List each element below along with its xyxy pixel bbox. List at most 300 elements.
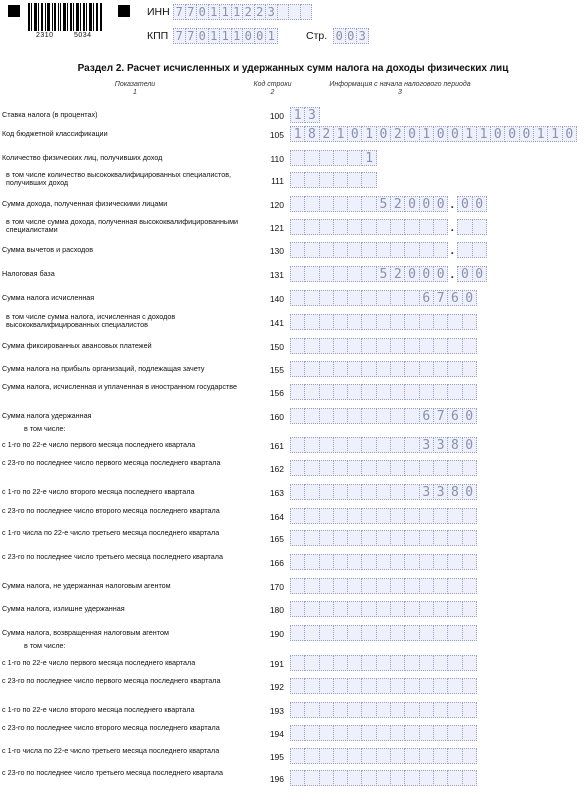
digit-cell [319, 484, 334, 500]
digit-cell [433, 748, 448, 764]
inn-digit-cell: 1 [208, 4, 221, 20]
digit-cell [347, 655, 362, 671]
digit-cell [304, 725, 319, 741]
kopeck-digit-cell: 0 [472, 266, 487, 282]
digit-cell [304, 508, 319, 524]
digit-cell [404, 770, 419, 786]
row-label: с 23-го по последнее число третьего месяца последнего квартала [2, 768, 223, 777]
digit-cell: 1 [333, 126, 348, 142]
row-label: Сумма налога, излишне удержанная [2, 604, 125, 613]
row-code: 150 [269, 342, 284, 352]
row-label: с 23-го по последнее число первого месяца последнего квартала [2, 458, 221, 467]
kpp-digit-cell: 1 [219, 28, 232, 44]
digit-cell [433, 338, 448, 354]
digit-cell [333, 361, 348, 377]
digit-cell [361, 242, 376, 258]
digit-cell [419, 361, 434, 377]
digit-cell [447, 725, 462, 741]
digit-cell [290, 242, 305, 258]
digit-cell [333, 530, 348, 546]
digit-cell [376, 655, 391, 671]
row-value-field[interactable] [290, 554, 476, 570]
digit-cell [333, 242, 348, 258]
row-code: 165 [269, 534, 284, 544]
row-code: 192 [269, 682, 284, 692]
digit-cell [290, 725, 305, 741]
digit-cell [376, 219, 391, 235]
row-value-field[interactable] [290, 655, 476, 671]
digit-cell [376, 530, 391, 546]
digit-cell: 0 [562, 126, 577, 142]
digit-cell [319, 702, 334, 718]
row-value-field[interactable] [290, 338, 476, 354]
row-label: с 1-го числа по 22-е число третьего месяца последнего квартала [2, 528, 220, 537]
row-value-field[interactable] [290, 678, 476, 694]
kopeck-digit-cell [457, 219, 472, 235]
row-code: 156 [269, 388, 284, 398]
row-label: Сумма налога удержанная [2, 411, 92, 420]
digit-cell [361, 601, 376, 617]
row-code: 160 [269, 412, 284, 422]
digit-cell [462, 314, 477, 330]
digit-cell [290, 484, 305, 500]
digit-cell [347, 338, 362, 354]
digit-cell [361, 702, 376, 718]
digit-cell [404, 655, 419, 671]
digit-cell [419, 770, 434, 786]
digit-cell [376, 361, 391, 377]
digit-cell [361, 290, 376, 306]
digit-cell [376, 508, 391, 524]
digit-cell [376, 601, 391, 617]
digit-cell: 0 [462, 437, 477, 453]
digit-cell [447, 702, 462, 718]
digit-cell [433, 770, 448, 786]
digit-cell: 5 [376, 266, 391, 282]
digit-cell [390, 530, 405, 546]
row-code: 190 [269, 629, 284, 639]
digit-cell [447, 508, 462, 524]
digit-cell [361, 578, 376, 594]
digit-cell [433, 578, 448, 594]
digit-cell [447, 314, 462, 330]
digit-cell [462, 655, 477, 671]
digit-cell [319, 655, 334, 671]
digit-cell: 0 [462, 290, 477, 306]
digit-cell [390, 361, 405, 377]
digit-cell [347, 702, 362, 718]
inn-label: ИНН [147, 6, 170, 18]
digit-cell: 0 [404, 266, 419, 282]
digit-cell [376, 770, 391, 786]
digit-cell [304, 384, 319, 400]
digit-cell [361, 625, 376, 641]
digit-cell [376, 578, 391, 594]
digit-cell [419, 242, 434, 258]
digit-cell [404, 625, 419, 641]
digit-cell: 3 [433, 437, 448, 453]
digit-cell [290, 408, 305, 424]
digit-cell [304, 361, 319, 377]
row-value-field[interactable] [290, 601, 476, 617]
digit-cell [333, 678, 348, 694]
digit-cell: 0 [447, 126, 462, 142]
digit-cell [433, 601, 448, 617]
digit-cell [304, 484, 319, 500]
inn-digit-cell: 0 [196, 4, 209, 20]
digit-cell [304, 601, 319, 617]
row-code: 120 [269, 200, 284, 210]
digit-cell [361, 361, 376, 377]
digit-cell [333, 290, 348, 306]
digit-cell [290, 361, 305, 377]
digit-cell [447, 678, 462, 694]
row-label: Налоговая база [2, 269, 55, 278]
inn-digit-cell: 7 [185, 4, 198, 20]
digit-cell [290, 338, 305, 354]
row-label: с 23-го по последнее число первого месяца последнего квартала [2, 676, 221, 685]
row-code: 140 [269, 294, 284, 304]
digit-cell [462, 361, 477, 377]
digit-cell [419, 338, 434, 354]
column-header-period-info: Информация с начала налогового периода 3 [329, 81, 471, 96]
digit-cell [376, 242, 391, 258]
row-label: Код бюджетной классификации [2, 129, 108, 138]
digit-cell [304, 578, 319, 594]
row-code: 196 [269, 774, 284, 784]
digit-cell: 2 [319, 126, 334, 142]
row-value-field[interactable] [290, 384, 476, 400]
digit-cell [361, 460, 376, 476]
row-code: 161 [269, 441, 284, 451]
digit-cell [304, 460, 319, 476]
row-value-field[interactable] [290, 196, 486, 212]
digit-cell [290, 437, 305, 453]
digit-cell [390, 242, 405, 258]
digit-cell: 0 [419, 196, 434, 212]
row-value-field[interactable] [290, 530, 476, 546]
digit-cell [347, 625, 362, 641]
digit-cell [376, 314, 391, 330]
kpp-digit-cell: 0 [254, 28, 267, 44]
row-label: Сумма фиксированных авансовых платежей [2, 341, 152, 350]
digit-cell [404, 554, 419, 570]
digit-cell [361, 554, 376, 570]
digit-cell [390, 408, 405, 424]
row-label: в том числе сумма налога, исчисленная с доходов высококвалифицированных специалистов [6, 312, 176, 330]
digit-cell [361, 266, 376, 282]
digit-cell [319, 460, 334, 476]
digit-cell [376, 625, 391, 641]
digit-cell [361, 508, 376, 524]
digit-cell [347, 196, 362, 212]
digit-cell [361, 530, 376, 546]
digit-cell [404, 338, 419, 354]
digit-cell [376, 338, 391, 354]
section-title: Раздел 2. Расчет исчисленных и удержанных сумм налога на доходы физических лиц [77, 63, 509, 74]
row-code: 163 [269, 488, 284, 498]
digit-cell [390, 554, 405, 570]
digit-cell [290, 530, 305, 546]
digit-cell [361, 770, 376, 786]
row-value-field[interactable] [290, 266, 486, 282]
digit-cell: 3 [419, 484, 434, 500]
row-label: Сумма налога исчисленная [2, 293, 95, 302]
digit-cell [433, 702, 448, 718]
row-value-field[interactable] [290, 484, 476, 500]
row-value-field[interactable] [290, 361, 476, 377]
row-label: Количество физических лиц, получивших доход [2, 153, 163, 162]
digit-cell [462, 748, 477, 764]
digit-cell: 6 [447, 290, 462, 306]
digit-cell [319, 408, 334, 424]
row-value-field[interactable] [290, 702, 476, 718]
digit-cell [347, 601, 362, 617]
digit-cell: 1 [290, 107, 305, 123]
digit-cell [304, 625, 319, 641]
page-label: Стр. [306, 30, 328, 42]
column-header-indicators: Показатели 1 [114, 81, 156, 96]
row-value-field[interactable] [290, 172, 376, 188]
digit-cell [319, 578, 334, 594]
decimal-separator: . [450, 267, 454, 281]
row-sublabel: в том числе: [24, 641, 66, 650]
digit-cell [433, 655, 448, 671]
digit-cell [433, 219, 448, 235]
row-value-field[interactable] [290, 578, 476, 594]
digit-cell [419, 678, 434, 694]
digit-cell [333, 172, 348, 188]
row-value-field[interactable] [290, 150, 376, 166]
digit-cell [419, 625, 434, 641]
digit-cell [347, 554, 362, 570]
row-code: 141 [269, 318, 284, 328]
row-value-field[interactable] [290, 219, 486, 235]
digit-cell [376, 554, 391, 570]
digit-cell: 1 [462, 126, 477, 142]
digit-cell: 0 [490, 126, 505, 142]
digit-cell [333, 150, 348, 166]
digit-cell [404, 725, 419, 741]
digit-cell [433, 361, 448, 377]
digit-cell [290, 655, 305, 671]
row-value-field[interactable] [290, 748, 476, 764]
digit-cell [347, 242, 362, 258]
row-value-field[interactable] [290, 460, 476, 476]
digit-cell [462, 625, 477, 641]
decimal-separator: . [450, 243, 454, 257]
digit-cell [433, 725, 448, 741]
digit-cell [447, 625, 462, 641]
page-digit-cell: 0 [345, 28, 358, 44]
row-label: Сумма налога, исчисленная и уплаченная в иностранном государстве [2, 382, 238, 391]
row-label: с 1-го по 22-е число второго месяца последнего квартала [2, 705, 195, 714]
digit-cell [319, 314, 334, 330]
row-value-field[interactable] [290, 314, 476, 330]
digit-cell: 1 [361, 150, 376, 166]
digit-cell [319, 196, 334, 212]
digit-cell [290, 172, 305, 188]
digit-cell [376, 437, 391, 453]
digit-cell [290, 625, 305, 641]
digit-cell [347, 748, 362, 764]
inn-digit-cell: 3 [265, 4, 278, 20]
digit-cell [319, 437, 334, 453]
barcode-number-left: 2310 [36, 32, 54, 39]
digit-cell [404, 578, 419, 594]
digit-cell [290, 748, 305, 764]
row-code: 193 [269, 706, 284, 716]
digit-cell [404, 314, 419, 330]
digit-cell [390, 725, 405, 741]
digit-cell [390, 290, 405, 306]
digit-cell: 3 [433, 484, 448, 500]
digit-cell [347, 408, 362, 424]
digit-cell [290, 578, 305, 594]
row-value-field[interactable] [290, 290, 476, 306]
digit-cell [347, 290, 362, 306]
row-label: с 1-го по 22-е число первого месяца последнего квартала [2, 658, 196, 667]
row-code: 155 [269, 365, 284, 375]
digit-cell [447, 530, 462, 546]
kpp-digit-cell: 0 [196, 28, 209, 44]
digit-cell [361, 725, 376, 741]
digit-cell [462, 601, 477, 617]
digit-cell [390, 437, 405, 453]
row-label: Сумма налога, возвращенная налоговым агентом [2, 628, 169, 637]
row-code: 166 [269, 558, 284, 568]
row-value-field[interactable] [290, 408, 476, 424]
digit-cell [347, 678, 362, 694]
digit-cell [304, 196, 319, 212]
digit-cell [319, 150, 334, 166]
digit-cell [333, 219, 348, 235]
digit-cell [462, 508, 477, 524]
row-value-field[interactable] [290, 126, 576, 142]
kpp-field[interactable] [173, 28, 277, 44]
digit-cell [419, 384, 434, 400]
page-number-field[interactable] [333, 28, 368, 44]
digit-cell [319, 625, 334, 641]
digit-cell [290, 266, 305, 282]
digit-cell [333, 460, 348, 476]
row-label: Ставка налога (в процентах) [2, 110, 98, 119]
digit-cell [304, 242, 319, 258]
digit-cell: 0 [376, 126, 391, 142]
digit-cell [376, 290, 391, 306]
digit-cell [447, 361, 462, 377]
digit-cell [390, 460, 405, 476]
digit-cell: 0 [504, 126, 519, 142]
digit-cell [404, 678, 419, 694]
digit-cell [347, 384, 362, 400]
row-label: с 1-го числа по 22-е число третьего месяца последнего квартала [2, 746, 220, 755]
digit-cell [361, 384, 376, 400]
digit-cell [462, 554, 477, 570]
kopeck-digit-cell [472, 219, 487, 235]
inn-digit-cell: 7 [173, 4, 186, 20]
digit-cell: 6 [419, 408, 434, 424]
digit-cell [376, 702, 391, 718]
row-label: в том числе сумма дохода, полученная высококвалифицированными специалистами [6, 217, 239, 235]
digit-cell [462, 530, 477, 546]
digit-cell [319, 242, 334, 258]
row-value-field[interactable] [290, 725, 476, 741]
digit-cell [290, 150, 305, 166]
digit-cell: 0 [347, 126, 362, 142]
digit-cell: 0 [433, 126, 448, 142]
digit-cell [404, 484, 419, 500]
digit-cell [447, 338, 462, 354]
digit-cell: 0 [433, 196, 448, 212]
digit-cell [304, 150, 319, 166]
digit-cell [462, 725, 477, 741]
digit-cell [304, 655, 319, 671]
digit-cell [290, 601, 305, 617]
digit-cell [433, 460, 448, 476]
row-value-field[interactable] [290, 770, 476, 786]
digit-cell [390, 748, 405, 764]
digit-cell [390, 338, 405, 354]
row-value-field[interactable] [290, 437, 476, 453]
row-code: 170 [269, 582, 284, 592]
digit-cell: 1 [361, 126, 376, 142]
row-value-field[interactable] [290, 107, 319, 123]
digit-cell [347, 219, 362, 235]
digit-cell [390, 578, 405, 594]
digit-cell: 8 [447, 484, 462, 500]
digit-cell [390, 625, 405, 641]
digit-cell [304, 172, 319, 188]
digit-cell [447, 554, 462, 570]
row-code: 191 [269, 659, 284, 669]
digit-cell [419, 578, 434, 594]
digit-cell [390, 508, 405, 524]
digit-cell [462, 384, 477, 400]
digit-cell [404, 702, 419, 718]
digit-cell [319, 725, 334, 741]
inn-digit-cell: 1 [219, 4, 232, 20]
digit-cell [347, 770, 362, 786]
digit-cell [290, 290, 305, 306]
inn-field[interactable] [173, 4, 311, 20]
row-value-field[interactable] [290, 508, 476, 524]
column-header-line-code: Код строки 2 [253, 81, 292, 96]
digit-cell: 3 [419, 437, 434, 453]
digit-cell [433, 384, 448, 400]
digit-cell [304, 338, 319, 354]
digit-cell [333, 578, 348, 594]
digit-cell [404, 219, 419, 235]
row-value-field[interactable] [290, 625, 476, 641]
inn-digit-cell: 2 [254, 4, 267, 20]
row-code: 100 [269, 111, 284, 121]
digit-cell [419, 702, 434, 718]
row-code: 162 [269, 464, 284, 474]
digit-cell: 1 [476, 126, 491, 142]
digit-cell [347, 266, 362, 282]
kpp-digit-cell: 1 [231, 28, 244, 44]
digit-cell [347, 460, 362, 476]
digit-cell [319, 601, 334, 617]
digit-cell: 2 [390, 196, 405, 212]
kopeck-digit-cell: 0 [472, 196, 487, 212]
digit-cell [361, 655, 376, 671]
row-value-field[interactable] [290, 242, 486, 258]
digit-cell [404, 242, 419, 258]
digit-cell [404, 748, 419, 764]
digit-cell [390, 601, 405, 617]
